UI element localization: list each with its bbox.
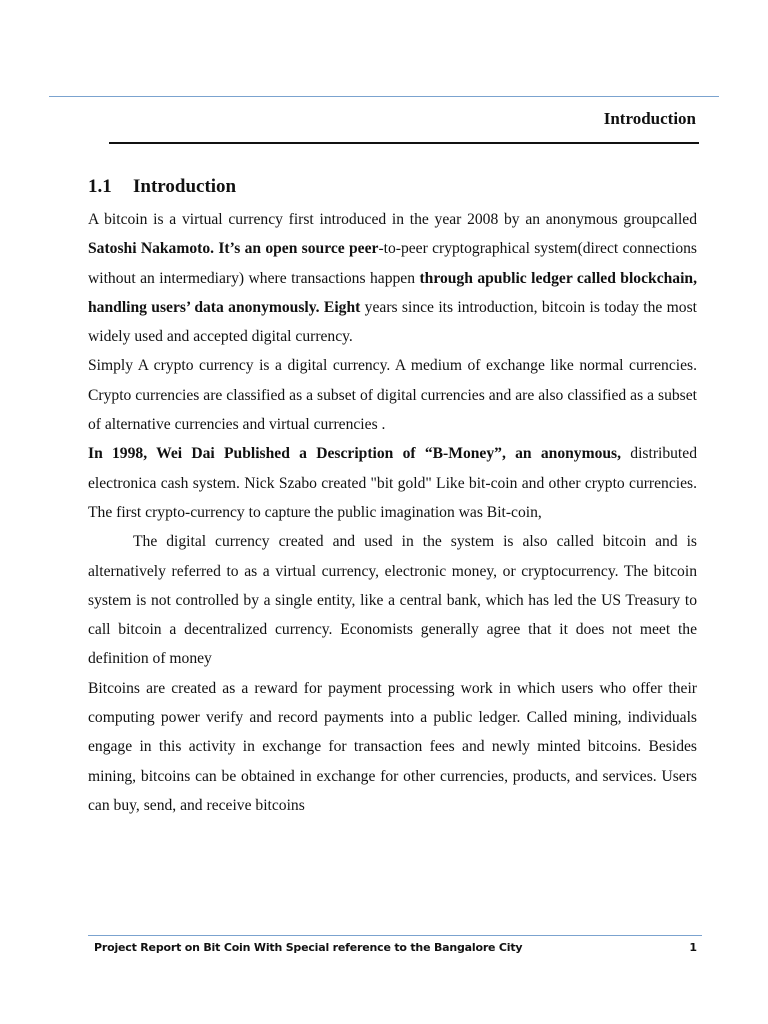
paragraph-1-run-3: . It’s an open source peer	[210, 240, 379, 258]
paragraph-2: Simply A crypto currency is a digital currency. A medium of exchange like normal currencies. Crypto currencies are classified as a subset of digital currencies and are also classified as a subset of alternative currencies and virtual currencies .	[88, 357, 697, 434]
paragraph-3-bold-run: In 1998, Wei Dai Published a Description of “B-Money”, an anonymous,	[88, 445, 622, 463]
paragraph-1-run-4: -to-peer cryptographical system(direct connections without an intermediary) where transactions happen	[88, 240, 697, 287]
footer-text: Project Report on Bit Coin With Special reference to the Bangalore City	[94, 941, 523, 954]
paragraph-4: The digital currency created and used in the system is also called bitcoin and is alternatively referred to as a virtual currency, electronic money, or cryptocurrency. The bitcoin system is not controlled by a single entity, like a central bank, which has led the US Treasury to call bitcoin a decentralized currency. Economists generally agree that it does not meet the definition of money	[88, 533, 697, 668]
header-divider	[49, 96, 719, 97]
paragraph-1-run-2: Satoshi Nakamoto	[88, 240, 211, 258]
body-text	[88, 205, 697, 820]
section-heading	[88, 176, 236, 198]
paragraph-1-run-1: A bitcoin is a virtual currency first introduced in the year 2008 by an anonymous groupcalled	[88, 211, 697, 228]
paragraph-3-run: distributed electronica cash system. Nick Szabo created "bit gold" Like bit-coin and other crypto currencies. The first crypto-currency to capture the public imagination was Bit-coin,	[88, 445, 697, 521]
paragraph-1-run-6: years since its introduction, bitcoin is today the most widely used and accepted digital currency.	[88, 298, 698, 346]
paragraph-3	[88, 439, 697, 527]
running-header-title: Introduction	[603, 109, 696, 128]
header-underline	[109, 142, 699, 144]
section-title: Introduction	[133, 176, 237, 197]
paragraph-1	[88, 205, 697, 351]
footer-divider	[88, 935, 702, 936]
section-number: 1.1	[88, 176, 112, 197]
page-number: 1	[689, 941, 697, 954]
paragraph-1-run-5: through apublic ledger called blockchain, handling users’ data anonymously. Eight	[88, 269, 697, 316]
paragraph-5: Bitcoins are created as a reward for payment processing work in which users who offer their computing power verify and record payments into a public ledger. Called mining, individuals engage in this activity in exchange for transaction fees and newly minted bitcoins. Besides mining, bitcoins can be obtained in exchange for other currencies, products, and services. Users can buy, send, and receive bitcoins	[88, 679, 697, 814]
